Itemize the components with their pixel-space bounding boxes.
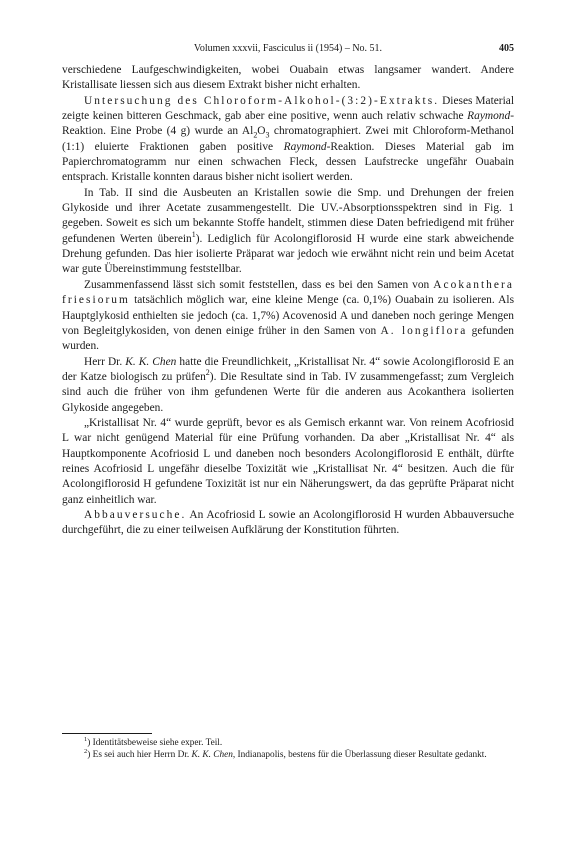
section-heading-abbau: Abbauversuche. — [84, 508, 187, 521]
name-raymond: Raymond — [467, 110, 511, 123]
footnote-ref-2: 2 — [205, 368, 210, 378]
footnote-1: $^1$) Identitätsbeweise siehe exper. Teil. — [84, 735, 223, 748]
paragraph-continued: verschiedene Laufgeschwindigkeiten, wobei Ouabain etwas langsamer wandert. Andere Kristallisate liessen sich aus diesem Extrakt bisher nicht erhalten. — [62, 64, 514, 92]
paragraph-table-ii: In Tab. II sind die Ausbeuten an Kristallen sowie die Smp. und Drehungen der freien Glykoside und ihrer Acetate zusammengestellt. Die UV.-Absorptionsspektren sind in Fig. 1 gegeben. Soweit es sich um bekannte Stoffe handelt, stimmen diese Daten befriedigend mit früher gefundenen Werten überein$^1$). Lediglich für Acolongiflorosid H wurde eine stark abweichende Drehung gefunden. Das hier isolierte Präparat war jedoch wie erwähnt nicht rein und beim Acetat war gute Übereinstimmung feststellbar. — [62, 186, 514, 276]
paragraph-chloroform-extract: Untersuchung des Chloroform-Alkohol-(3:2)-Extrakts. Dieses Material zeigte keinen bitteren Geschmack, gab aber eine positive, wenn auch relativ schwache Raymond-Reaktion. Eine Probe (4 g) wurde an $Al_2O_3$ chromatographiert. Zwei mit Chloroform-Methanol (1:1) eluierte Fraktionen gaben positive Raymond-Reaktion. Dieses Material gab im Papierchromatogramm nur einen schwachen Fleck, dessen Laufstrecke ungefähr Ouabain entsprach. Kristalle konnten daraus bisher nicht isoliert werden. — [62, 94, 514, 184]
running-header — [62, 42, 514, 56]
footnote-2: $^2$) Es sei auch hier Herrn Dr. K. K. Chen, Indianapolis, bestens für die Überlassung dieser Resultate gedankt. — [84, 748, 487, 761]
species-name: Acokanthera friesiorum — [62, 278, 514, 307]
journal-volume-line: Volumen xxxvii, Fasciculus ii (1954) – No. 51. — [193, 43, 383, 54]
page-number: 405 — [499, 43, 514, 54]
paragraph-abbauversuche: Abbauversuche. An Acofriosid L sowie an Acolongiflorosid H wurden Abbauversuche durchgeführt, die zu einer teilweisen Aufklärung der Konstitution führten. — [62, 508, 514, 537]
person-name: K. K. Chen — [191, 750, 233, 761]
footnotes — [62, 737, 514, 762]
footnote-ref-1: 1 — [191, 229, 196, 239]
body-text — [62, 63, 514, 539]
paragraph-summary: Zusammenfassend lässt sich somit feststellen, dass es bei den Samen von Acokanthera friesiorum tatsächlich möglich war, eine kleine Menge (ca. 0,1%) Ouabain zu isolieren. Als Hauptglykosid enthielten sie jedoch (ca. 1,7%) Acovenosid A und daneben noch geringe Mengen von Begleitglykosiden, von denen einige früher in den Samen von A. longiflora gefunden wurden. — [62, 278, 515, 353]
person-name: K. K. Chen — [125, 355, 177, 368]
paragraph-chen: Herr Dr. K. K. Chen hatte die Freundlichkeit, „Kristallisat Nr. 4“ sowie Acolongiflorosid E an der Katze biologisch zu prüfen$^2$). Die Resultate sind in Tab. IV zusammengefasst; zum Vergleich sind auch die früher von ihm gefundenen Werte für die anderen aus Acokanthera isolierten Glykoside angegeben. — [62, 355, 514, 414]
section-heading-chloroform: Untersuchung des Chloroform-Alkohol-(3:2)-Extrakts. — [84, 94, 440, 107]
species-name: A. longiflora — [380, 324, 468, 337]
paragraph-kristallisat: „Kristallisat Nr. 4“ wurde geprüft, bevor es als Gemisch erkannt war. Von reinem Acofriosid L war nicht genügend Material für eine Prüfung vorhanden. Da aber „Kristallisat Nr. 4“ als Hauptkomponente Acofriosid L und daneben noch besonders Acolongiflorosid E enthält, dürfte reines Acofriosid L ungefähr dieselbe Toxizität wie „Kristallisat Nr. 4“ besitzen. Auch die für Acolongiflorosid H gefundene Toxizität ist nur ein Näherungswert, da das geprüfte Präparat nicht ganz einheitlich war. — [62, 416, 514, 506]
footnote-divider — [62, 733, 152, 734]
name-raymond: Raymond — [283, 140, 327, 153]
